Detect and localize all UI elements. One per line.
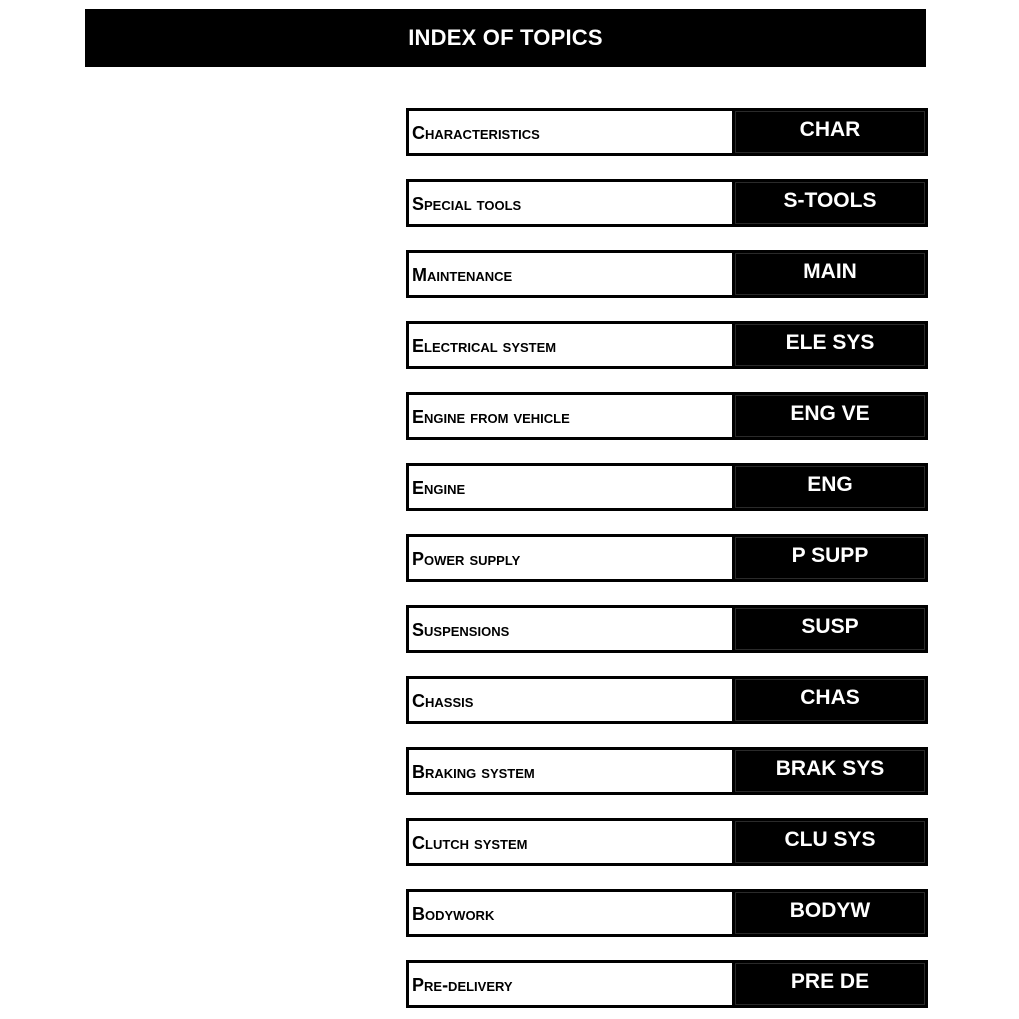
topic-code-tab[interactable]: BRAK SYS — [732, 747, 928, 795]
topic-name: Suspensions — [406, 605, 732, 653]
topic-code-tab[interactable]: ENG VE — [732, 392, 928, 440]
topic-code-tab[interactable]: PRE DE — [732, 960, 928, 1008]
topic-row-pre-delivery[interactable] — [406, 960, 928, 1008]
topic-code-tab[interactable]: P SUPP — [732, 534, 928, 582]
topic-code-tab[interactable]: CHAR — [732, 108, 928, 156]
topic-name: Power supply — [406, 534, 732, 582]
topic-code-tab[interactable]: S-TOOLS — [732, 179, 928, 227]
topic-name: Pre-delivery — [406, 960, 732, 1008]
index-header-bar — [85, 9, 926, 67]
topic-name: Bodywork — [406, 889, 732, 937]
topic-code-tab[interactable]: ENG — [732, 463, 928, 511]
topic-row-bodywork[interactable] — [406, 889, 928, 937]
topic-name: Chassis — [406, 676, 732, 724]
topic-row-power-supply[interactable] — [406, 534, 928, 582]
topic-name: Engine from vehicle — [406, 392, 732, 440]
topic-name: Braking system — [406, 747, 732, 795]
topic-code-tab[interactable]: CLU SYS — [732, 818, 928, 866]
topic-row-characteristics[interactable] — [406, 108, 928, 156]
topic-name: Maintenance — [406, 250, 732, 298]
page-title: INDEX OF TOPICS — [408, 25, 603, 50]
topic-name: Special tools — [406, 179, 732, 227]
topic-row-engine[interactable] — [406, 463, 928, 511]
topic-row-braking-system[interactable] — [406, 747, 928, 795]
topic-row-chassis[interactable] — [406, 676, 928, 724]
topic-name: Electrical system — [406, 321, 732, 369]
topic-code-tab[interactable]: BODYW — [732, 889, 928, 937]
topic-row-special-tools[interactable] — [406, 179, 928, 227]
topic-row-maintenance[interactable] — [406, 250, 928, 298]
topic-name: Engine — [406, 463, 732, 511]
topic-code-tab[interactable]: MAIN — [732, 250, 928, 298]
topic-name: Characteristics — [406, 108, 732, 156]
topic-code-tab[interactable]: ELE SYS — [732, 321, 928, 369]
topic-row-suspensions[interactable] — [406, 605, 928, 653]
topic-row-clutch-system[interactable] — [406, 818, 928, 866]
topic-name: Clutch system — [406, 818, 732, 866]
topic-code-tab[interactable]: SUSP — [732, 605, 928, 653]
topic-code-tab[interactable]: CHAS — [732, 676, 928, 724]
topic-row-electrical-system[interactable] — [406, 321, 928, 369]
topic-row-engine-from-vehicle[interactable] — [406, 392, 928, 440]
